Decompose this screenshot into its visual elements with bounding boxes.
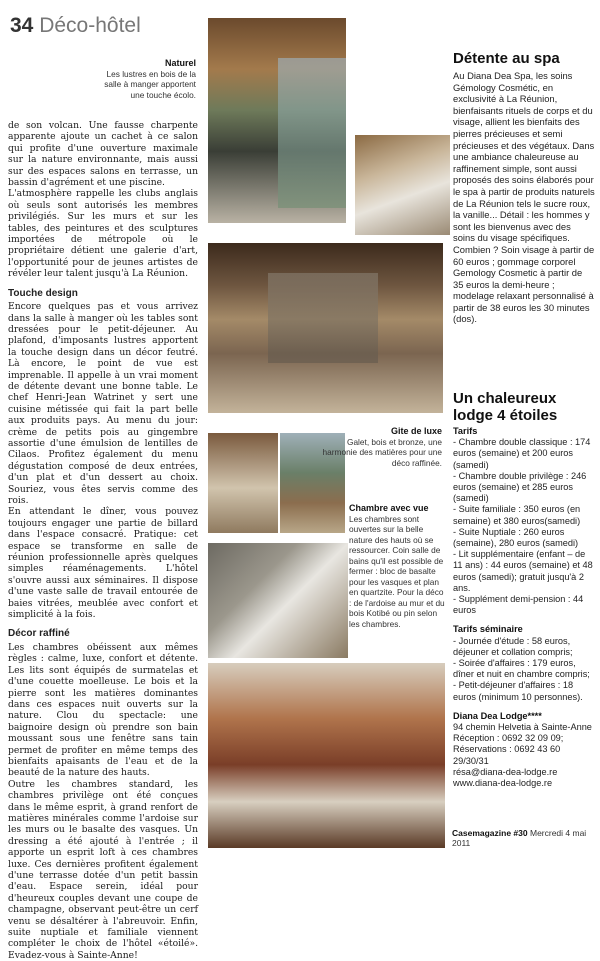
contact-line: Réception : 0692 32 09 09; (453, 733, 564, 744)
caption-gite (322, 426, 442, 468)
photo-bathroom (208, 543, 348, 658)
lodge-heading: Un chaleureux lodge 4 étoiles (453, 390, 558, 424)
photo-lounge-chandeliers (208, 18, 346, 223)
article-paragraph: de son volcan. Une fausse charpente apparente ajoute un cachet à ce salon qui profite d'une ouverture maximale sur la nature environnante, mais aussi sur des espaces salons en terrasse, un bassin d'agrément et une piscine. (8, 120, 198, 189)
seminaire-line: - Soirée d'affaires : 179 euros, dîner et nuit en chambre compris; (453, 658, 590, 680)
page-number: 34 (10, 14, 34, 37)
photo-bedroom (208, 663, 445, 848)
caption-chambre-title: Chambre avec vue (349, 503, 429, 513)
caption-chambre (349, 503, 445, 629)
heading-touche-design: Touche design (8, 287, 78, 299)
tarif-line: - Lit supplémentaire (enfant – de 11 ans) : 44 euros (semaine) et 48 euros (samedi); gratuit jusqu'à 2 ans. (453, 549, 593, 593)
tarifs-box (453, 426, 595, 789)
caption-naturel (100, 58, 196, 100)
tarif-line: - Supplément demi-pension : 44 euros (453, 594, 584, 616)
photo-spa-room (355, 135, 450, 235)
caption-gite-title: Gite de luxe (390, 426, 442, 436)
section-title: Déco-hôtel (39, 14, 141, 37)
seminaire-line: - Journée d'étude : 58 euros, déjeuner et collation compris; (453, 635, 573, 657)
contact-line: Réservations : 0692 43 60 29/30/31 (453, 744, 561, 766)
seminaire-label: Tarifs séminaire (453, 624, 523, 635)
contact-website: www.diana-dea-lodge.re (453, 778, 553, 789)
page-header (10, 14, 141, 38)
photo-dining-room (208, 243, 443, 413)
heading-decor-raffine: Décor raffiné (8, 628, 70, 640)
article-paragraph: Les chambres obéissent aux mêmes règles : calme, luxe, confort et détente. Les lits sont équipés de surmatelas et d'une couette moelleuse. Le bois et la pierre sont les matières dominantes dans ces espaces nuit ouverts sur la nature. Clou du spectacle: une baignoire design où prendre son bain moussant sous une fenêtre sans tain permet de profiter en même temps des bienfaits apaisants de l'eau et de la beauté de la nature des hauts. (8, 641, 198, 779)
tarifs-label: Tarifs (453, 426, 478, 436)
article-paragraph: En attendant le dîner, vous pouvez toujours engager une partie de billard dans l'espace consacré. Pratique: cet espace se transforme en salle de réunion professionnelle après quelques simples réaménagements. L'hôtel s'ouvre aussi aux séminaires. Il dispose d'une vaste salle de travail entourée de baies vitrées, meublée avec confort et simplicité à la fois. (8, 506, 198, 621)
footer-date: Mercredi 4 mai 2011 (452, 828, 587, 848)
caption-gite-text: Galet, bois et bronze, une harmonie des matières pour une déco raffinée. (322, 436, 442, 468)
article-paragraph: Encore quelques pas et vous arrivez dans la salle à manger où les tables sont dressées pour le petit-déjeuner. Au plafond, d'imposants lustres apportent la touche design dans un décor feutré. Là encore, le point de vue est imprenable. Il appelle à un vrai moment de détente devant une bonne table. Le chef Henri-Jean Watrinet y sert une cuisine métissée qui fait la part belle aux produits pays. Au menu du jour: crème de petits pois au gingembre assortie d'une émulsion de lentilles de Cilaos. Profitez également du menu dégustation composé de deux entrées, d'un plat et d'un dessert au choix. Souriez, vous êtes servis comme des rois. (8, 301, 198, 506)
spa-text: Au Diana Dea Spa, les soins Gémology Cosmétic, en exclusivité à La Réunion, bienfaisants rituels de corps et du visage, allient les bienfaits des pierres précieuses et semi précieuses et des végétaux. Dans une ambiance chaleureuse au raffinement simple, sont aussi proposés des soins élaborés pour le spa à partir de produits naturels de La Réunion tels le sucre roux, la vanille... Détail : les hommes y sont les bienvenus avec des soins du visage spécifiques. Combien ? Soin visage à partir de 60 euros ; gommage corporel Gemology Cosmetic à partir de 35 euros la demi-heure ; modelage relaxant personnalisé à partir de 38 euros les 30 minutes (dos). (453, 70, 595, 325)
tarif-line: - Suite familiale : 350 euros (en semaine) et 380 euros(samedi) (453, 504, 581, 526)
contact-line: 94 chemin Helvetia à Sainte-Anne (453, 722, 592, 733)
caption-chambre-text: Les chambres sont ouvertes sur la belle nature des hauts où se ressourcer. Coin salle de bains qu'il est possible de fermer : bloc de basalte pour les vasques et plan en quartzite. Pour la déco : de l'ardoise au mur et du bois Kotibé ou pin selon les chambres. (349, 513, 445, 629)
caption-naturel-text: Les lustres en bois de la salle à manger apportent une touche écolo. (104, 68, 196, 100)
seminaire-line: - Petit-déjeuner d'affaires : 18 euros (minimum 10 personnes). (453, 680, 583, 702)
tarif-line: - Suite Nuptiale : 260 euros (semaine), 280 euros (samedi) (453, 526, 579, 549)
contact-email: résa@diana-dea-lodge.re (453, 766, 558, 777)
footer-magazine: Casemagazine #30 (452, 828, 528, 838)
page-footer (452, 828, 600, 848)
contact-name: Diana Dea Lodge**** (453, 710, 542, 721)
tarif-line: - Chambre double privilège : 246 euros (semaine) et 285 euros (samedi) (453, 470, 587, 504)
caption-naturel-title: Naturel (164, 58, 196, 68)
article-paragraph: L'atmosphère rappelle les clubs anglais où seuls sont autorisés les membres privilégiés. Sur les murs et sur les tables, des peintures et des sculptures importées de métropole où le propriétaire détient une galerie d'art, l'opportunité pour de jeunes artistes de révéler leur talent jusqu'à La Réunion. (8, 188, 198, 280)
photo-stone-wall (208, 433, 278, 533)
article-column (8, 120, 198, 961)
article-paragraph: Outre les chambres standard, les chambres privilège ont été conçues dans le même esprit, à grand renfort de matières minérales comme l'ardoise sur les murs ou le basalte des vasques. Un dressing a été ajouté à l'entrée ; il apporte un esprit loft à ces chambres luxe. Ces dernières profitent également d'une terrasse dotée d'un petit bassin d'eau. Espace serein, idéal pour d'heureux couples devant une coupe de champagne, observant peut-être un cerf venu se désaltérer à l'abreuvoir. Enfin, suite nuptiale et familiale viennent compléter le choix de l'hôtel «étoilé». Evadez-vous à Sainte-Anne! (8, 778, 198, 961)
tarif-line: - Chambre double classique : 174 euros (semaine) et 200 euros (samedi) (453, 437, 591, 470)
spa-heading: Détente au spa (453, 50, 560, 67)
